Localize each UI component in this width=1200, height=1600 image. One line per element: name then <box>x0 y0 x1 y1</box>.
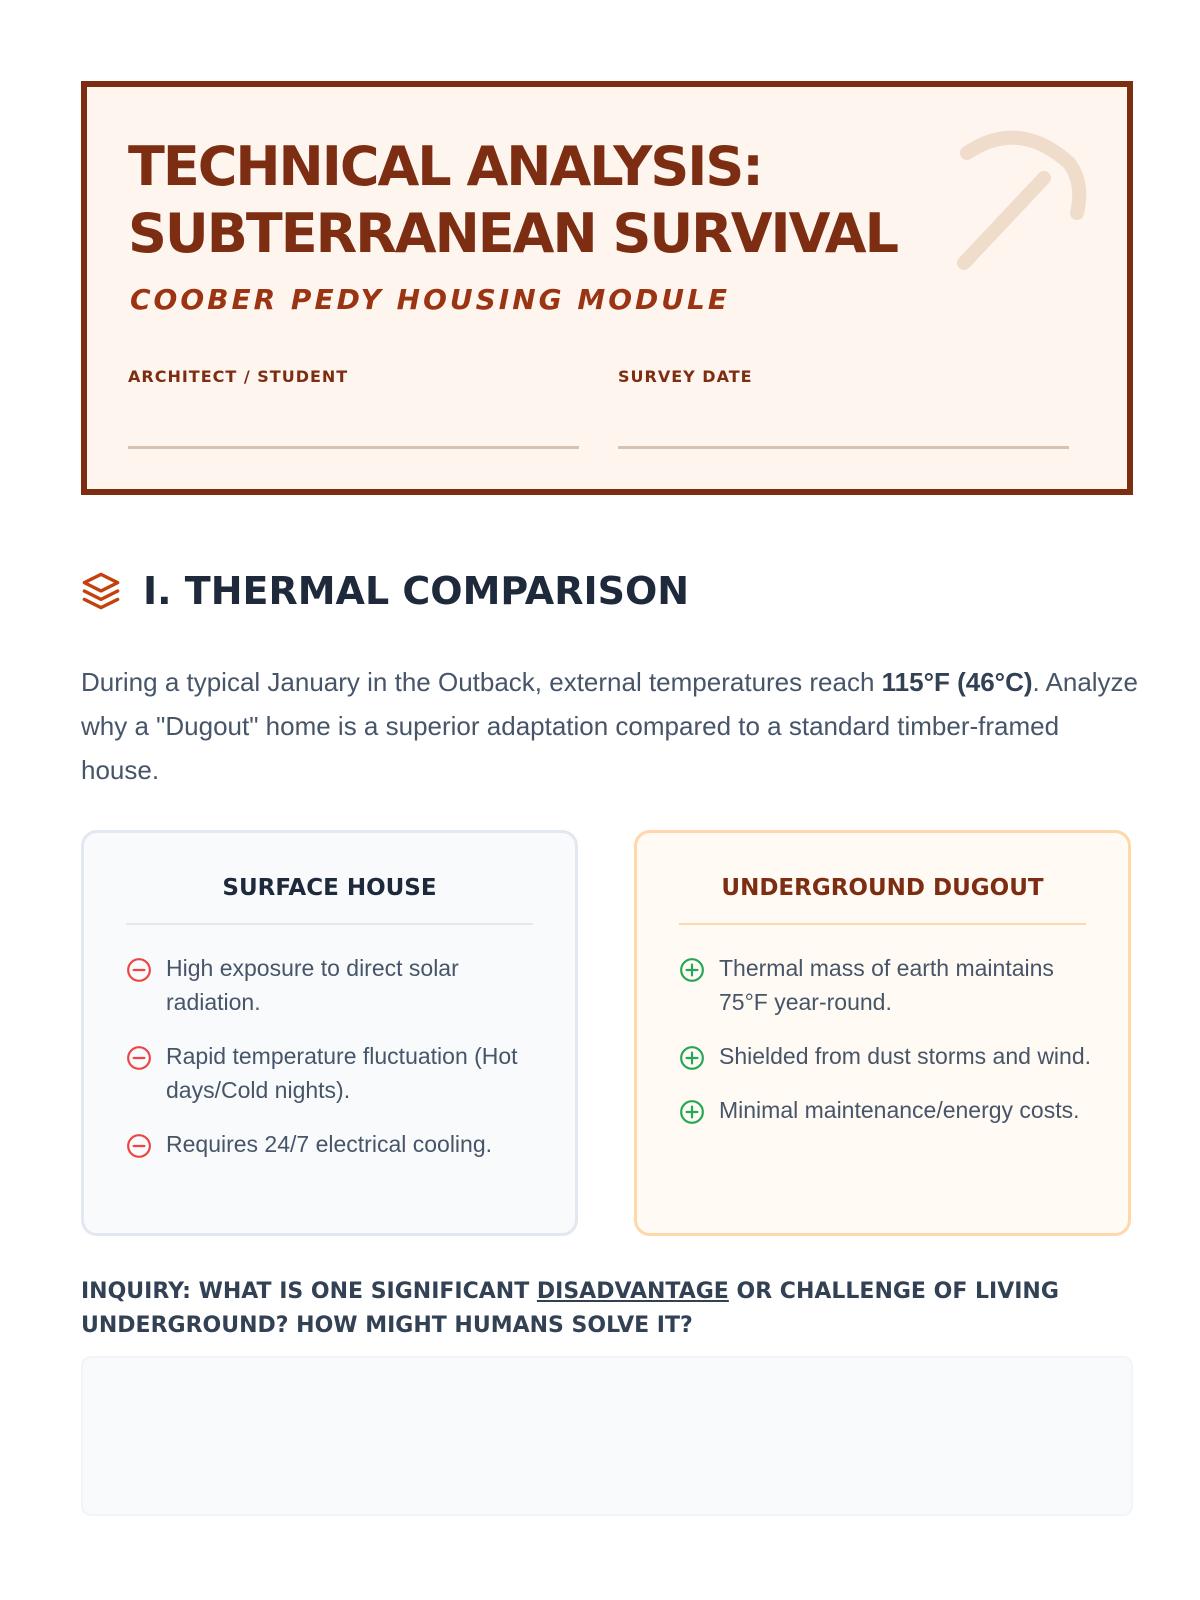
divider <box>679 923 1086 925</box>
plus-circle-icon <box>679 1099 705 1125</box>
inquiry-text-end: OR CHALLENGE OF LIVING UNDERGROUND? HOW MIGHT HUMANS SOLVE IT? <box>81 1279 1059 1338</box>
minus-circle-icon <box>126 1045 152 1071</box>
section-heading <box>81 566 689 616</box>
dugout-list <box>679 951 1098 1147</box>
page-subtitle: COOBER PEDY HOUSING MODULE <box>130 283 731 316</box>
inquiry-emphasis: DISADVANTAGE <box>536 1279 729 1304</box>
surface-house-card <box>81 830 578 1236</box>
list-item-text: High exposure to direct solar radiation. <box>166 955 459 1015</box>
list-item <box>126 951 545 1019</box>
title-line-1: TECHNICAL ANALYSIS: <box>128 135 762 198</box>
list-item <box>126 1039 545 1107</box>
list-item-text: Requires 24/7 electrical cooling. <box>166 1131 493 1157</box>
list-item-text: Thermal mass of earth maintains 75°F year-round. <box>719 955 1054 1015</box>
pickaxe-icon <box>949 123 1089 273</box>
plus-circle-icon <box>679 957 705 983</box>
intro-temperature: 115°F (46°C) <box>881 667 1033 697</box>
surface-card-title: SURFACE HOUSE <box>222 875 437 901</box>
minus-circle-icon <box>126 957 152 983</box>
list-item <box>126 1127 545 1161</box>
minus-circle-icon <box>126 1133 152 1159</box>
survey-date-label: SURVEY DATE <box>618 367 753 386</box>
survey-date-input-line[interactable] <box>618 446 1069 449</box>
list-item <box>679 1093 1098 1127</box>
section-title: I. THERMAL COMPARISON <box>143 569 690 613</box>
intro-text-start: During a typical January in the Outback, external temperatures reach <box>81 667 882 697</box>
intro-paragraph <box>81 660 1141 792</box>
title-line-2: SUBTERRANEAN SURVIVAL <box>128 202 897 265</box>
intro-text-end: . Analyze why a "Dugout" home is a superior adaptation compared to a standard timber-framed house. <box>81 667 1139 785</box>
inquiry-question <box>81 1275 1141 1343</box>
list-item <box>679 1039 1098 1073</box>
list-item-text: Rapid temperature fluctuation (Hot days/Cold nights). <box>166 1043 518 1103</box>
divider <box>126 923 533 925</box>
list-item-text: Shielded from dust storms and wind. <box>719 1043 1092 1069</box>
inquiry-text-start: INQUIRY: WHAT IS ONE SIGNIFICANT <box>81 1279 537 1304</box>
architect-label: ARCHITECT / STUDENT <box>128 367 349 386</box>
list-item <box>679 951 1098 1019</box>
underground-dugout-card <box>634 830 1131 1236</box>
plus-circle-icon <box>679 1045 705 1071</box>
dugout-card-title: UNDERGROUND DUGOUT <box>721 875 1044 901</box>
surface-list <box>126 951 545 1181</box>
list-item-text: Minimal maintenance/energy costs. <box>719 1097 1080 1123</box>
answer-box[interactable] <box>81 1356 1133 1516</box>
architect-input-line[interactable] <box>128 446 579 449</box>
layers-icon <box>81 571 121 611</box>
page-title <box>128 133 1028 267</box>
header-card <box>81 81 1133 495</box>
